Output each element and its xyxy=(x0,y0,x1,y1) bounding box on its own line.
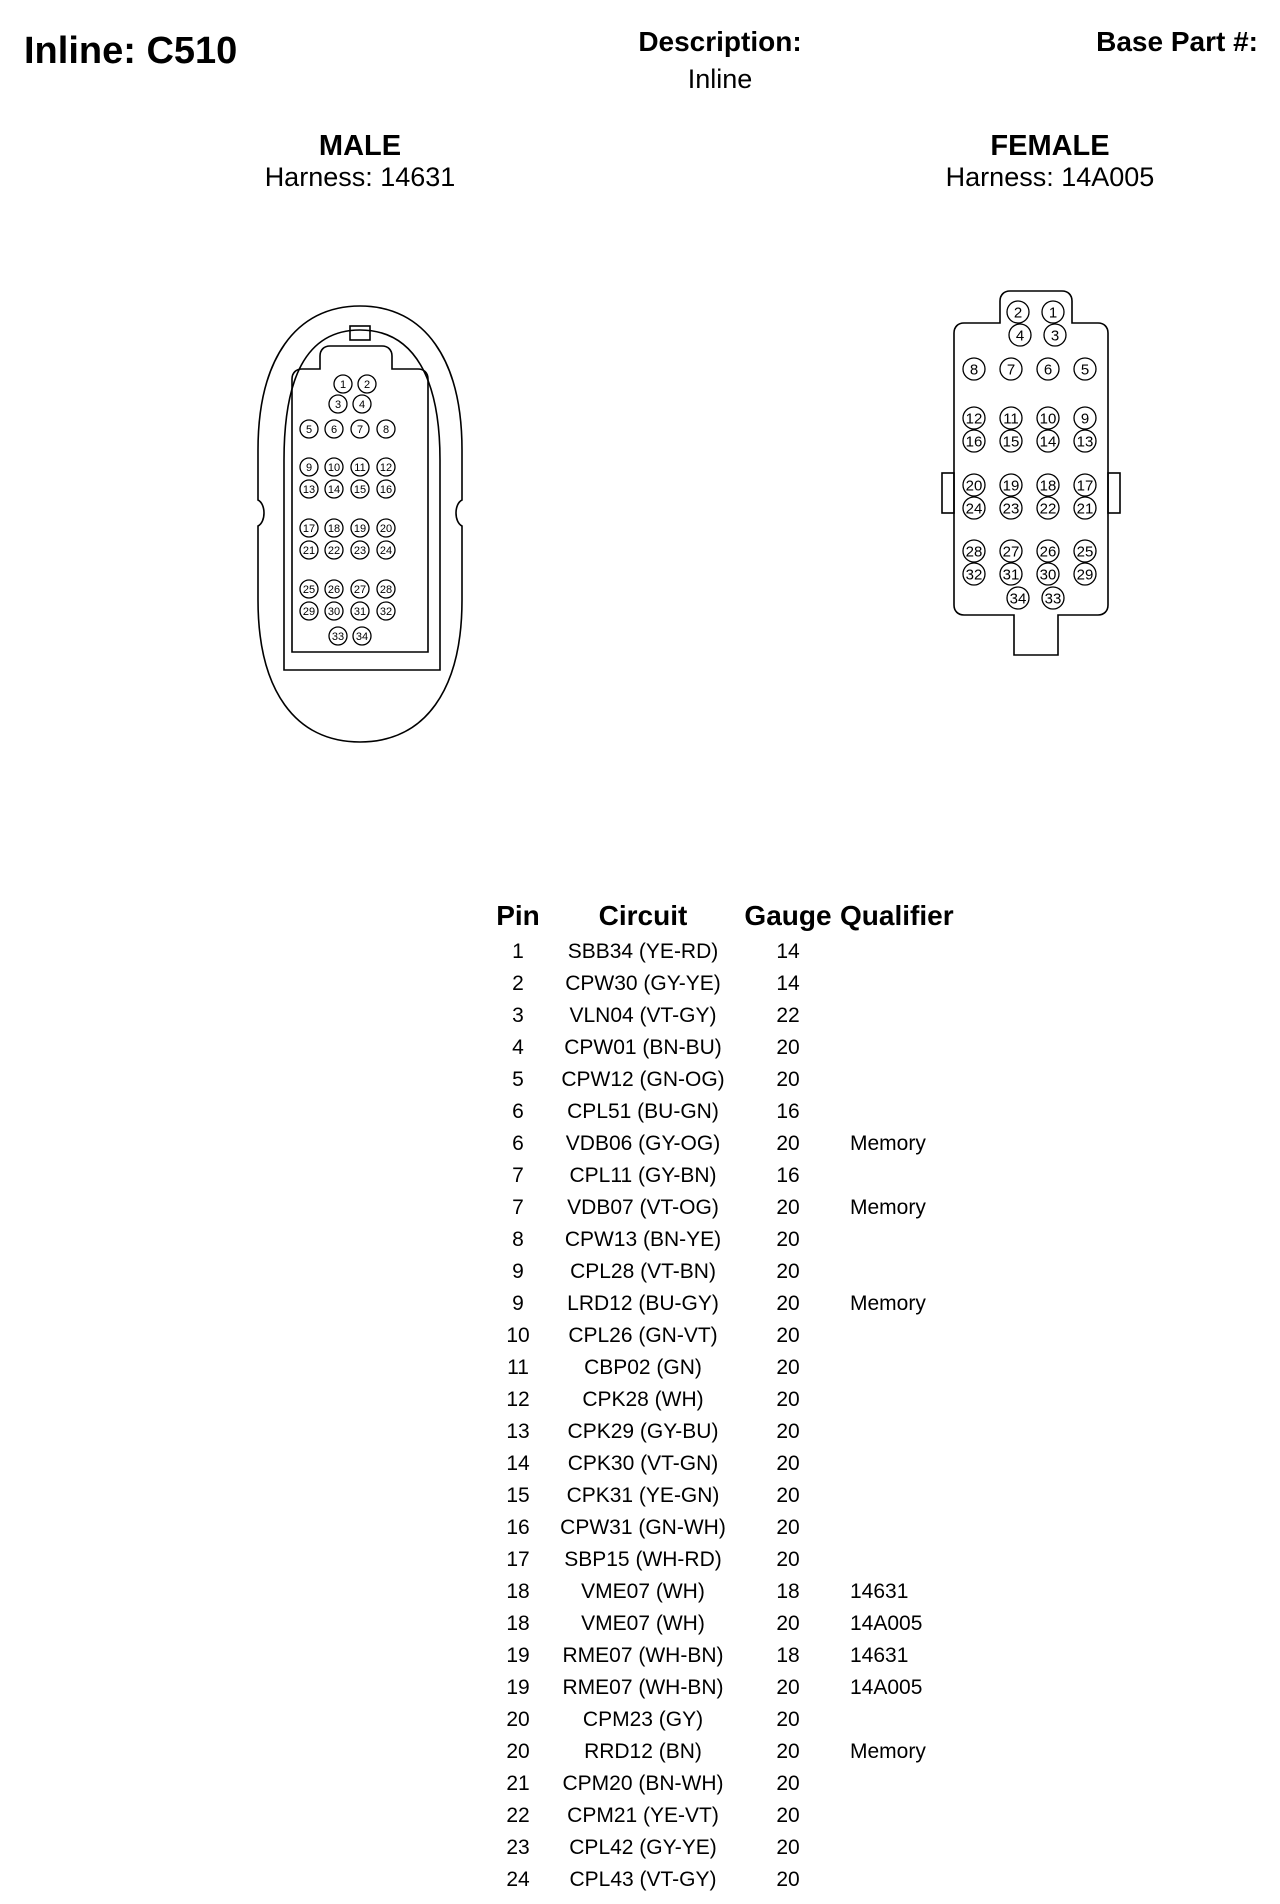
qualifier-cell xyxy=(840,1768,1000,1800)
gauge-cell: 16 xyxy=(776,1100,800,1123)
qualifier-cell xyxy=(840,968,1000,1000)
male-pin-30-label: 30 xyxy=(327,605,341,618)
male-pin-26-label: 26 xyxy=(327,583,341,596)
male-pin-25-label: 25 xyxy=(302,583,316,596)
female-pin-12-label: 12 xyxy=(965,410,983,428)
table-row xyxy=(486,1192,1000,1224)
pin-cell: 18 xyxy=(506,1612,530,1635)
circuit-cell: RME07 (WH-BN) xyxy=(562,1644,724,1667)
circuit-cell: CPL42 (GY-YE) xyxy=(569,1836,717,1859)
gauge-cell: 16 xyxy=(776,1164,800,1187)
pin-cell: 2 xyxy=(512,972,524,995)
male-pin-3-label: 3 xyxy=(334,398,342,411)
pin-cell: 24 xyxy=(506,1868,530,1891)
female-pin-1-label: 1 xyxy=(1048,304,1058,322)
gauge-cell: 20 xyxy=(776,1132,800,1155)
male-connector-diagram xyxy=(240,300,480,750)
pin-cell: 11 xyxy=(507,1356,529,1379)
qualifier-cell xyxy=(840,1864,1000,1896)
qualifier-cell xyxy=(840,1256,1000,1288)
connector-title: Inline: C510 xyxy=(24,30,238,72)
circuit-cell: VDB07 (VT-OG) xyxy=(567,1196,719,1219)
table-row xyxy=(486,1320,1000,1352)
base-part-label: Base Part #: xyxy=(1096,26,1258,57)
female-pin-26-label: 26 xyxy=(1039,543,1057,561)
male-pin-21-label: 21 xyxy=(302,544,316,557)
pin-cell: 1 xyxy=(512,940,524,963)
qualifier-cell xyxy=(840,1064,1000,1096)
qualifier-cell: 14631 xyxy=(850,1580,909,1603)
gauge-cell: 20 xyxy=(776,1708,800,1731)
circuit-cell: CPM20 (BN-WH) xyxy=(562,1772,724,1795)
circuit-cell: CPL28 (VT-BN) xyxy=(570,1260,716,1283)
table-row xyxy=(486,1480,1000,1512)
female-pin-33-label: 33 xyxy=(1044,590,1062,608)
male-pin-8-label: 8 xyxy=(382,423,390,436)
gauge-cell: 14 xyxy=(776,940,800,963)
circuit-cell: CPM21 (YE-VT) xyxy=(567,1804,719,1827)
pin-cell: 9 xyxy=(512,1260,524,1283)
qualifier-cell: 14631 xyxy=(850,1644,909,1667)
circuit-cell: CBP02 (GN) xyxy=(584,1356,702,1379)
pin-cell: 20 xyxy=(506,1740,530,1763)
table-row xyxy=(486,1096,1000,1128)
gauge-cell: 20 xyxy=(776,1260,800,1283)
qualifier-cell xyxy=(840,936,1000,968)
male-title: MALE xyxy=(318,130,402,162)
table-row xyxy=(486,1544,1000,1576)
female-pin-11-label: 11 xyxy=(1003,410,1019,428)
female-pin-21-label: 21 xyxy=(1076,500,1094,518)
female-pin-17-label: 17 xyxy=(1076,477,1094,495)
table-row xyxy=(486,1704,1000,1736)
qualifier-cell xyxy=(840,1448,1000,1480)
pin-cell: 10 xyxy=(506,1324,530,1347)
male-pin-group xyxy=(300,375,395,645)
gauge-cell: 20 xyxy=(776,1612,800,1635)
gauge-cell: 20 xyxy=(776,1292,800,1315)
gauge-cell: 20 xyxy=(776,1804,800,1827)
circuit-cell: CPW13 (BN-YE) xyxy=(564,1228,722,1251)
circuit-cell: CPW12 (GN-OG) xyxy=(561,1068,725,1091)
circuit-cell: CPK29 (GY-BU) xyxy=(567,1420,719,1443)
female-pin-8-label: 8 xyxy=(969,361,979,379)
female-pin-13-label: 13 xyxy=(1076,433,1094,451)
female-harness: Harness: 14A005 xyxy=(945,162,1155,192)
male-pin-6-label: 6 xyxy=(330,423,338,436)
gauge-cell: 20 xyxy=(776,1228,800,1251)
circuit-cell: RRD12 (BN) xyxy=(584,1740,702,1763)
male-pin-1-label: 1 xyxy=(339,378,347,391)
table-row xyxy=(486,1160,1000,1192)
qualifier-cell xyxy=(840,1800,1000,1832)
female-connector-diagram xyxy=(930,285,1170,675)
female-pin-15-label: 15 xyxy=(1002,433,1020,451)
gauge-cell: 20 xyxy=(776,1068,800,1091)
qualifier-cell xyxy=(840,1544,1000,1576)
male-pin-18-label: 18 xyxy=(327,522,341,535)
pin-cell: 7 xyxy=(512,1196,524,1219)
table-row xyxy=(486,1736,1000,1768)
female-pin-34-label: 34 xyxy=(1009,590,1027,608)
table-row xyxy=(486,1352,1000,1384)
female-title: FEMALE xyxy=(990,130,1110,162)
circuit-cell: CPW01 (BN-BU) xyxy=(564,1036,722,1059)
circuit-cell: VME07 (WH) xyxy=(581,1612,705,1635)
male-pin-4-label: 4 xyxy=(358,398,366,411)
pin-cell: 21 xyxy=(506,1772,530,1795)
qualifier-cell xyxy=(840,1000,1000,1032)
description-value: Inline xyxy=(687,64,753,94)
gauge-cell: 20 xyxy=(776,1484,800,1507)
qualifier-cell: Memory xyxy=(850,1132,926,1155)
gauge-cell: 14 xyxy=(776,972,800,995)
circuit-cell: CPK31 (YE-GN) xyxy=(566,1484,720,1507)
description-label: Description: xyxy=(638,26,802,57)
male-pin-32-label: 32 xyxy=(379,605,393,618)
table-row xyxy=(486,1800,1000,1832)
female-pin-28-label: 28 xyxy=(965,543,983,561)
table-row xyxy=(486,1608,1000,1640)
female-pin-5-label: 5 xyxy=(1080,361,1090,379)
gauge-cell: 18 xyxy=(776,1580,800,1603)
female-pin-32-label: 32 xyxy=(965,566,983,584)
female-pin-2-label: 2 xyxy=(1013,304,1023,322)
pin-cell: 7 xyxy=(512,1164,524,1187)
qualifier-cell: Memory xyxy=(850,1740,926,1763)
gauge-cell: 20 xyxy=(776,1420,800,1443)
qualifier-cell xyxy=(840,1032,1000,1064)
female-pin-29-label: 29 xyxy=(1076,566,1094,584)
circuit-cell: CPK30 (VT-GN) xyxy=(567,1452,719,1475)
female-pin-22-label: 22 xyxy=(1039,500,1057,518)
female-pin-24-label: 24 xyxy=(965,500,983,518)
table-row xyxy=(486,1256,1000,1288)
gauge-cell: 20 xyxy=(776,1836,800,1859)
male-pin-31-label: 31 xyxy=(353,605,367,618)
gauge-cell: 20 xyxy=(776,1548,800,1571)
gauge-cell: 20 xyxy=(776,1452,800,1475)
qualifier-cell xyxy=(840,1416,1000,1448)
gauge-cell: 20 xyxy=(776,1356,800,1379)
gauge-cell: 20 xyxy=(776,1324,800,1347)
table-row xyxy=(486,1032,1000,1064)
qualifier-cell xyxy=(840,1512,1000,1544)
male-pin-14-label: 14 xyxy=(327,483,341,496)
table-row xyxy=(486,1832,1000,1864)
table-row xyxy=(486,968,1000,1000)
table-row xyxy=(486,1512,1000,1544)
circuit-cell: CPK28 (WH) xyxy=(582,1388,704,1411)
circuit-cell: CPL26 (GN-VT) xyxy=(568,1324,718,1347)
pin-table-body xyxy=(486,936,1000,1896)
male-pin-7-label: 7 xyxy=(356,423,364,436)
female-pin-16-label: 16 xyxy=(965,433,983,451)
female-pin-31-label: 31 xyxy=(1002,566,1020,584)
pin-cell: 3 xyxy=(512,1004,524,1027)
pin-cell: 19 xyxy=(506,1644,530,1667)
female-pin-14-label: 14 xyxy=(1039,433,1057,451)
male-pin-11-label: 11 xyxy=(354,461,366,474)
male-pin-12-label: 12 xyxy=(379,461,393,474)
pin-cell: 19 xyxy=(506,1676,530,1699)
male-pin-15-label: 15 xyxy=(353,483,367,496)
header-gauge: Gauge xyxy=(744,900,832,931)
male-pin-20-label: 20 xyxy=(379,522,393,535)
male-pin-29-label: 29 xyxy=(302,605,316,618)
qualifier-cell xyxy=(840,1352,1000,1384)
pin-cell: 22 xyxy=(506,1804,530,1827)
qualifier-cell xyxy=(840,1320,1000,1352)
table-row xyxy=(486,1864,1000,1896)
male-pin-17-label: 17 xyxy=(302,522,316,535)
pin-cell: 17 xyxy=(506,1548,530,1571)
gauge-cell: 20 xyxy=(776,1196,800,1219)
female-pin-18-label: 18 xyxy=(1039,477,1057,495)
female-pin-27-label: 27 xyxy=(1002,543,1020,561)
table-row xyxy=(486,1416,1000,1448)
gauge-cell: 20 xyxy=(776,1740,800,1763)
male-pin-22-label: 22 xyxy=(327,544,341,557)
qualifier-cell: Memory xyxy=(850,1196,926,1219)
female-pin-10-label: 10 xyxy=(1039,410,1057,428)
qualifier-cell xyxy=(840,1832,1000,1864)
qualifier-cell xyxy=(840,1704,1000,1736)
gauge-cell: 20 xyxy=(776,1388,800,1411)
circuit-cell: VLN04 (VT-GY) xyxy=(569,1004,717,1027)
pin-cell: 6 xyxy=(512,1132,524,1155)
header-pin: Pin xyxy=(496,900,540,931)
pin-cell: 12 xyxy=(506,1388,530,1411)
qualifier-cell: 14A005 xyxy=(850,1612,923,1635)
female-pin-3-label: 3 xyxy=(1050,327,1060,345)
male-pin-2-label: 2 xyxy=(363,378,371,391)
circuit-cell: CPL51 (BU-GN) xyxy=(567,1100,719,1123)
circuit-cell: CPW31 (GN-WH) xyxy=(560,1516,726,1539)
header-circuit: Circuit xyxy=(598,900,688,931)
pin-cell: 23 xyxy=(506,1836,530,1859)
pin-cell: 18 xyxy=(506,1580,530,1603)
gauge-cell: 20 xyxy=(776,1036,800,1059)
male-pin-34-label: 34 xyxy=(355,630,369,643)
circuit-cell: VDB06 (GY-OG) xyxy=(565,1132,721,1155)
table-row xyxy=(486,1768,1000,1800)
male-harness: Harness: 14631 xyxy=(264,162,456,192)
male-pin-27-label: 27 xyxy=(353,583,367,596)
circuit-cell: SBP15 (WH-RD) xyxy=(564,1548,722,1571)
gauge-cell: 20 xyxy=(776,1772,800,1795)
circuit-cell: CPW30 (GY-YE) xyxy=(565,972,721,995)
male-pin-9-label: 9 xyxy=(305,461,313,474)
gauge-cell: 20 xyxy=(776,1868,800,1891)
circuit-cell: CPM23 (GY) xyxy=(582,1708,704,1731)
pin-table-header xyxy=(486,896,1000,936)
pin-cell: 5 xyxy=(512,1068,524,1091)
female-latch-left xyxy=(942,473,954,513)
qualifier-cell: 14A005 xyxy=(850,1676,923,1699)
table-row xyxy=(486,1064,1000,1096)
male-pin-19-label: 19 xyxy=(353,522,367,535)
female-pin-19-label: 19 xyxy=(1002,477,1020,495)
pin-cell: 9 xyxy=(512,1292,524,1315)
pin-cell: 6 xyxy=(512,1100,524,1123)
qualifier-cell xyxy=(840,1384,1000,1416)
female-pin-30-label: 30 xyxy=(1039,566,1057,584)
pin-cell: 14 xyxy=(506,1452,530,1475)
female-housing-outline xyxy=(954,291,1108,655)
pin-cell: 4 xyxy=(512,1036,524,1059)
table-row xyxy=(486,1288,1000,1320)
header-qualifier: Qualifier xyxy=(840,900,954,931)
pin-cell: 15 xyxy=(506,1484,530,1507)
qualifier-cell: Memory xyxy=(850,1292,926,1315)
table-row xyxy=(486,1000,1000,1032)
female-pin-4-label: 4 xyxy=(1015,327,1025,345)
male-pin-28-label: 28 xyxy=(379,583,393,596)
table-row xyxy=(486,936,1000,968)
circuit-cell: LRD12 (BU-GY) xyxy=(567,1292,719,1315)
male-pin-23-label: 23 xyxy=(353,544,367,557)
table-row xyxy=(486,1128,1000,1160)
qualifier-cell xyxy=(840,1096,1000,1128)
table-row xyxy=(486,1576,1000,1608)
female-latch-right xyxy=(1108,473,1120,513)
pin-cell: 13 xyxy=(506,1420,530,1443)
female-pin-group xyxy=(963,301,1096,609)
pin-table xyxy=(486,896,1000,1896)
table-row xyxy=(486,1672,1000,1704)
male-pin-33-label: 33 xyxy=(331,630,345,643)
male-key-tab xyxy=(350,326,370,340)
female-pin-7-label: 7 xyxy=(1006,361,1016,379)
table-row xyxy=(486,1448,1000,1480)
circuit-cell: RME07 (WH-BN) xyxy=(562,1676,724,1699)
female-pin-25-label: 25 xyxy=(1076,543,1094,561)
pin-cell: 8 xyxy=(512,1228,524,1251)
gauge-cell: 18 xyxy=(776,1644,800,1667)
male-pin-13-label: 13 xyxy=(302,483,316,496)
circuit-cell: VME07 (WH) xyxy=(581,1580,705,1603)
gauge-cell: 20 xyxy=(776,1516,800,1539)
circuit-cell: CPL43 (VT-GY) xyxy=(569,1868,717,1891)
male-pin-24-label: 24 xyxy=(379,544,393,557)
female-pin-9-label: 9 xyxy=(1080,410,1090,428)
qualifier-cell xyxy=(840,1480,1000,1512)
female-pin-6-label: 6 xyxy=(1043,361,1053,379)
circuit-cell: CPL11 (GY-BN) xyxy=(569,1164,717,1187)
female-pin-20-label: 20 xyxy=(965,477,983,495)
male-pin-5-label: 5 xyxy=(305,423,313,436)
circuit-cell: SBB34 (YE-RD) xyxy=(567,940,719,963)
gauge-cell: 20 xyxy=(776,1676,800,1699)
qualifier-cell xyxy=(840,1160,1000,1192)
pin-cell: 16 xyxy=(506,1516,530,1539)
table-row xyxy=(486,1384,1000,1416)
male-pin-10-label: 10 xyxy=(327,461,341,474)
male-pin-16-label: 16 xyxy=(379,483,393,496)
table-row xyxy=(486,1224,1000,1256)
qualifier-cell xyxy=(840,1224,1000,1256)
gauge-cell: 22 xyxy=(776,1004,800,1027)
table-row xyxy=(486,1640,1000,1672)
pin-cell: 20 xyxy=(506,1708,530,1731)
female-pin-23-label: 23 xyxy=(1002,500,1020,518)
